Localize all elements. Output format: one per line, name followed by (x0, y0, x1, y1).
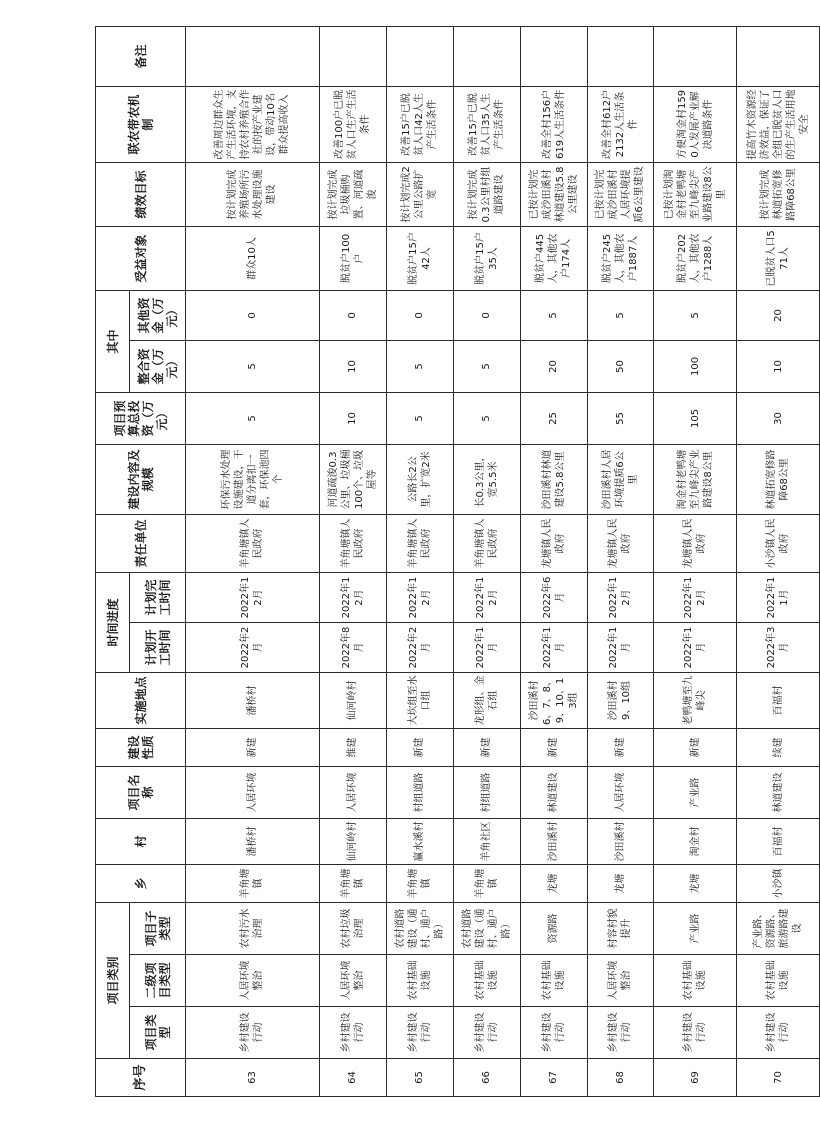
seq-cell: 64 (319, 1059, 386, 1097)
remarks-cell (319, 26, 386, 86)
beneficiaries-cell: 脱贫户245人，其他农户1887人 (587, 226, 654, 290)
project-name-cell: 人居环境 (186, 767, 320, 819)
header-project-category: 项目类别 (96, 903, 130, 1059)
remarks-cell (520, 26, 587, 86)
content-cell: 环保污水处理设施建设，干道分离扣一套，环保池四个 (186, 444, 320, 514)
village-cell: 沙田溪村 (520, 819, 587, 865)
header-township: 乡 (96, 865, 186, 903)
header-remarks: 备注 (96, 26, 186, 86)
sub-type-cell: 产业路、资源路、旅游路建设 (737, 903, 820, 955)
header-integrated-funds: 整合资金（万元） (130, 340, 186, 392)
beneficiaries-cell: 脱贫户202人，其他农户1288人 (654, 226, 737, 290)
performance-goal-cell: 按计划完成2公里公路扩宽 (386, 162, 453, 226)
remarks-cell (587, 26, 654, 86)
header-row-1 (96, 26, 130, 1096)
remarks-cell (654, 26, 737, 86)
budget-cell: 5 (186, 392, 320, 444)
project-type-cell: 乡村建设行动 (520, 1007, 587, 1059)
integrated-funds-cell: 5 (386, 340, 453, 392)
seq-cell: 65 (386, 1059, 453, 1097)
township-cell: 龙塘 (520, 865, 587, 903)
end-date-cell: 2022年12月 (386, 572, 453, 622)
location-cell: 潘桥村 (186, 673, 320, 729)
construction-nature-cell: 续建 (737, 729, 820, 767)
village-cell: 淘金村 (654, 819, 737, 865)
responsible-unit-cell: 羊角塘镇人民政府 (186, 514, 320, 572)
location-cell: 仙河岭村 (319, 673, 386, 729)
responsible-unit-cell: 龙塘镇人民政府 (520, 514, 587, 572)
sub-type-cell: 资源路 (520, 903, 587, 955)
location-cell: 沙田溪村6、7、8、9、10、13组 (520, 673, 587, 729)
other-funds-cell: 0 (186, 290, 320, 340)
secondary-type-cell: 人居环境整治 (319, 955, 386, 1007)
content-cell: 长0.3公里，宽5.5米 (453, 444, 520, 514)
performance-goal-cell: 已按计划完成沙田溪村人居环境提质6公里建设 (587, 162, 654, 226)
secondary-type-cell: 人居环境整治 (587, 955, 654, 1007)
performance-goal-cell: 已按计划淘金村老鸭塘至九峰尖产业路建设8公里 (654, 162, 737, 226)
mechanism-cell: 改善15户已脱贫人口42人生产生活条件 (386, 86, 453, 162)
mechanism-cell: 改善全村612户2132人生活条件 (587, 86, 654, 162)
beneficiaries-cell: 脱贫户100户 (319, 226, 386, 290)
responsible-unit-cell: 小沙镇人民政府 (737, 514, 820, 572)
seq-cell: 63 (186, 1059, 320, 1097)
construction-nature-cell: 新建 (453, 729, 520, 767)
mechanism-cell: 改善100户已脱贫人口生产生活条件 (319, 86, 386, 162)
integrated-funds-cell: 5 (186, 340, 320, 392)
village-cell: 仙河岭村 (319, 819, 386, 865)
mechanism-cell: 提高竹木资源经济效益，保证了全组已脱贫人口的生产生活用地安全 (737, 86, 820, 162)
start-date-cell: 2022年1月 (453, 623, 520, 673)
end-date-cell: 2022年11月 (737, 572, 820, 622)
integrated-funds-cell: 5 (453, 340, 520, 392)
secondary-type-cell: 农村基础设施 (654, 955, 737, 1007)
construction-nature-cell: 新建 (386, 729, 453, 767)
township-cell: 龙塘 (587, 865, 654, 903)
budget-cell: 25 (520, 392, 587, 444)
start-date-cell: 2022年1月 (520, 623, 587, 673)
remarks-cell (453, 26, 520, 86)
construction-nature-cell: 新建 (587, 729, 654, 767)
header-sub-type: 项目子类型 (130, 903, 186, 955)
responsible-unit-cell: 羊角塘镇人民政府 (319, 514, 386, 572)
content-cell: 林道拓宽修路障68公里 (737, 444, 820, 514)
sub-type-cell: 农村污水治理 (186, 903, 320, 955)
start-date-cell: 2022年2月 (386, 623, 453, 673)
header-project-type: 项目类型 (130, 1007, 186, 1059)
table-row (737, 26, 820, 1096)
content-cell: 沙田溪村林道建设5.8公里 (520, 444, 587, 514)
village-cell: 沙田溪村 (587, 819, 654, 865)
header-responsible: 责任单位 (96, 514, 186, 572)
rotated-table-container (95, 27, 820, 1097)
integrated-funds-cell: 20 (520, 340, 587, 392)
table-row (319, 26, 386, 1096)
mechanism-cell: 改善周边群众生产生活环境，支持农村养殖合作社的按产业建设，带动10名群众提高收入 (186, 86, 320, 162)
township-cell: 羊角塘镇 (186, 865, 320, 903)
village-cell: 羊角社区 (453, 819, 520, 865)
header-project-name: 项目名称 (96, 767, 186, 819)
performance-goal-cell: 按计划完成林道拓宽修路障68公里 (737, 162, 820, 226)
location-cell: 大坎组至水口组 (386, 673, 453, 729)
seq-cell: 68 (587, 1059, 654, 1097)
secondary-type-cell: 人居环境整治 (186, 955, 320, 1007)
other-funds-cell: 20 (737, 290, 820, 340)
responsible-unit-cell: 羊角塘镇人民政府 (386, 514, 453, 572)
start-date-cell: 2022年2月 (186, 623, 320, 673)
secondary-type-cell: 农村基础设施 (737, 955, 820, 1007)
location-cell: 龙形组、金石组 (453, 673, 520, 729)
sub-type-cell: 农村垃圾治理 (319, 903, 386, 955)
integrated-funds-cell: 50 (587, 340, 654, 392)
end-date-cell: 2022年12月 (186, 572, 320, 622)
header-of-which: 其中 (96, 290, 130, 392)
secondary-type-cell: 农村基础设施 (520, 955, 587, 1007)
seq-cell: 66 (453, 1059, 520, 1097)
mechanism-cell: 改善15户已脱贫人口35人生产生活条件 (453, 86, 520, 162)
construction-nature-cell: 新建 (520, 729, 587, 767)
table-row (186, 26, 320, 1096)
seq-cell: 69 (654, 1059, 737, 1097)
mechanism-cell: 改善全村156户619人生活条件 (520, 86, 587, 162)
remarks-cell (737, 26, 820, 86)
budget-cell: 5 (386, 392, 453, 444)
seq-cell: 70 (737, 1059, 820, 1097)
end-date-cell: 2022年12月 (453, 572, 520, 622)
budget-cell: 105 (654, 392, 737, 444)
construction-nature-cell: 维建 (319, 729, 386, 767)
project-type-cell: 乡村建设行动 (587, 1007, 654, 1059)
header-secondary-type: 二级项目类型 (130, 955, 186, 1007)
location-cell: 沙田溪村9、10组 (587, 673, 654, 729)
project-name-cell: 人居环境 (319, 767, 386, 819)
other-funds-cell: 5 (520, 290, 587, 340)
seq-cell: 67 (520, 1059, 587, 1097)
budget-cell: 5 (453, 392, 520, 444)
header-seq: 序号 (96, 1059, 186, 1097)
project-name-cell: 林道建设 (520, 767, 587, 819)
integrated-funds-cell: 10 (319, 340, 386, 392)
remarks-cell (386, 26, 453, 86)
beneficiaries-cell: 群众10人 (186, 226, 320, 290)
table-row (453, 26, 520, 1096)
header-budget: 项目预算总投资（万元） (96, 392, 186, 444)
project-name-cell: 产业路 (654, 767, 737, 819)
table-row (654, 26, 737, 1096)
other-funds-cell: 5 (587, 290, 654, 340)
header-schedule: 时间进度 (96, 572, 130, 672)
other-funds-cell: 0 (386, 290, 453, 340)
content-cell: 沙田溪村人居环境提质6公里 (587, 444, 654, 514)
integrated-funds-cell: 100 (654, 340, 737, 392)
other-funds-cell: 5 (654, 290, 737, 340)
header-construction-nature: 建设性质 (96, 729, 186, 767)
budget-cell: 10 (319, 392, 386, 444)
township-cell: 羊角塘镇 (453, 865, 520, 903)
construction-nature-cell: 新建 (654, 729, 737, 767)
township-cell: 羊角塘镇 (319, 865, 386, 903)
integrated-funds-cell: 10 (737, 340, 820, 392)
content-cell: 河道疏浚0.3公里、垃圾桶100个、垃圾屋等 (319, 444, 386, 514)
start-date-cell: 2022年8月 (319, 623, 386, 673)
table-row (587, 26, 654, 1096)
beneficiaries-cell: 脱贫户15户42人 (386, 226, 453, 290)
end-date-cell: 2022年6月 (520, 572, 587, 622)
village-cell: 百福村 (737, 819, 820, 865)
secondary-type-cell: 农村基础设施 (453, 955, 520, 1007)
sub-type-cell: 产业路 (654, 903, 737, 955)
village-cell: 赢水溪村 (386, 819, 453, 865)
header-beneficiaries: 受益对象 (96, 226, 186, 290)
project-name-cell: 林道建设 (737, 767, 820, 819)
table-body (186, 26, 820, 1096)
end-date-cell: 2022年12月 (587, 572, 654, 622)
project-table (95, 26, 820, 1097)
content-cell: 淘金村老鸭塘至九峰尖产业路建设8公里 (654, 444, 737, 514)
location-cell: 百福村 (737, 673, 820, 729)
table-row (386, 26, 453, 1096)
project-type-cell: 乡村建设行动 (654, 1007, 737, 1059)
performance-goal-cell: 按计划完成0.3公里村组道路建设 (453, 162, 520, 226)
township-cell: 小沙镇 (737, 865, 820, 903)
performance-goal-cell: 按计划完成垃圾桶购置、河道疏浚 (319, 162, 386, 226)
mechanism-cell: 方便淘金村1590人发展产业解决道路条件 (654, 86, 737, 162)
responsible-unit-cell: 龙塘镇人民政府 (587, 514, 654, 572)
project-type-cell: 乡村建设行动 (186, 1007, 320, 1059)
start-date-cell: 2022年1月 (587, 623, 654, 673)
project-name-cell: 村组道路 (386, 767, 453, 819)
sub-type-cell: 农村道路建设（通村、通户路） (453, 903, 520, 955)
project-name-cell: 人居环境 (587, 767, 654, 819)
remarks-cell (186, 26, 320, 86)
sub-type-cell: 村容村貌提升 (587, 903, 654, 955)
header-start: 计划开工时间 (130, 623, 186, 673)
performance-goal-cell: 已按计划完成沙田溪村林道建设5.8公里建设 (520, 162, 587, 226)
project-type-cell: 乡村建设行动 (319, 1007, 386, 1059)
project-type-cell: 乡村建设行动 (737, 1007, 820, 1059)
village-cell: 潘桥村 (186, 819, 320, 865)
header-location: 实施地点 (96, 673, 186, 729)
performance-goal-cell: 按计划完成养殖场所污水处理设施建设 (186, 162, 320, 226)
location-cell: 老鸭塘至九峰尖 (654, 673, 737, 729)
project-type-cell: 乡村建设行动 (453, 1007, 520, 1059)
header-other-funds: 其他资金（万元） (130, 290, 186, 340)
township-cell: 羊角塘镇 (386, 865, 453, 903)
sub-type-cell: 农村道路建设（通村、通户路） (386, 903, 453, 955)
township-cell: 龙塘 (654, 865, 737, 903)
responsible-unit-cell: 龙塘镇人民政府 (654, 514, 737, 572)
end-date-cell: 2022年12月 (319, 572, 386, 622)
table-row (520, 26, 587, 1096)
start-date-cell: 2022年1月 (654, 623, 737, 673)
header-content: 建设内容及规模 (96, 444, 186, 514)
beneficiaries-cell: 已脱贫人口571人 (737, 226, 820, 290)
other-funds-cell: 0 (453, 290, 520, 340)
budget-cell: 30 (737, 392, 820, 444)
content-cell: 公路长2公里，扩宽2米 (386, 444, 453, 514)
beneficiaries-cell: 脱贫户15户35人 (453, 226, 520, 290)
other-funds-cell: 0 (319, 290, 386, 340)
secondary-type-cell: 农村基础设施 (386, 955, 453, 1007)
responsible-unit-cell: 羊角塘镇人民政府 (453, 514, 520, 572)
header-performance: 绩效目标 (96, 162, 186, 226)
budget-cell: 55 (587, 392, 654, 444)
project-type-cell: 乡村建设行动 (386, 1007, 453, 1059)
project-name-cell: 村组道路 (453, 767, 520, 819)
end-date-cell: 2022年12月 (654, 572, 737, 622)
construction-nature-cell: 新建 (186, 729, 320, 767)
header-village: 村 (96, 819, 186, 865)
start-date-cell: 2022年3月 (737, 623, 820, 673)
beneficiaries-cell: 脱贫户445人，其他农户174人 (520, 226, 587, 290)
header-end: 计划完工时间 (130, 572, 186, 622)
header-mechanism: 联农带农机制 (96, 86, 186, 162)
